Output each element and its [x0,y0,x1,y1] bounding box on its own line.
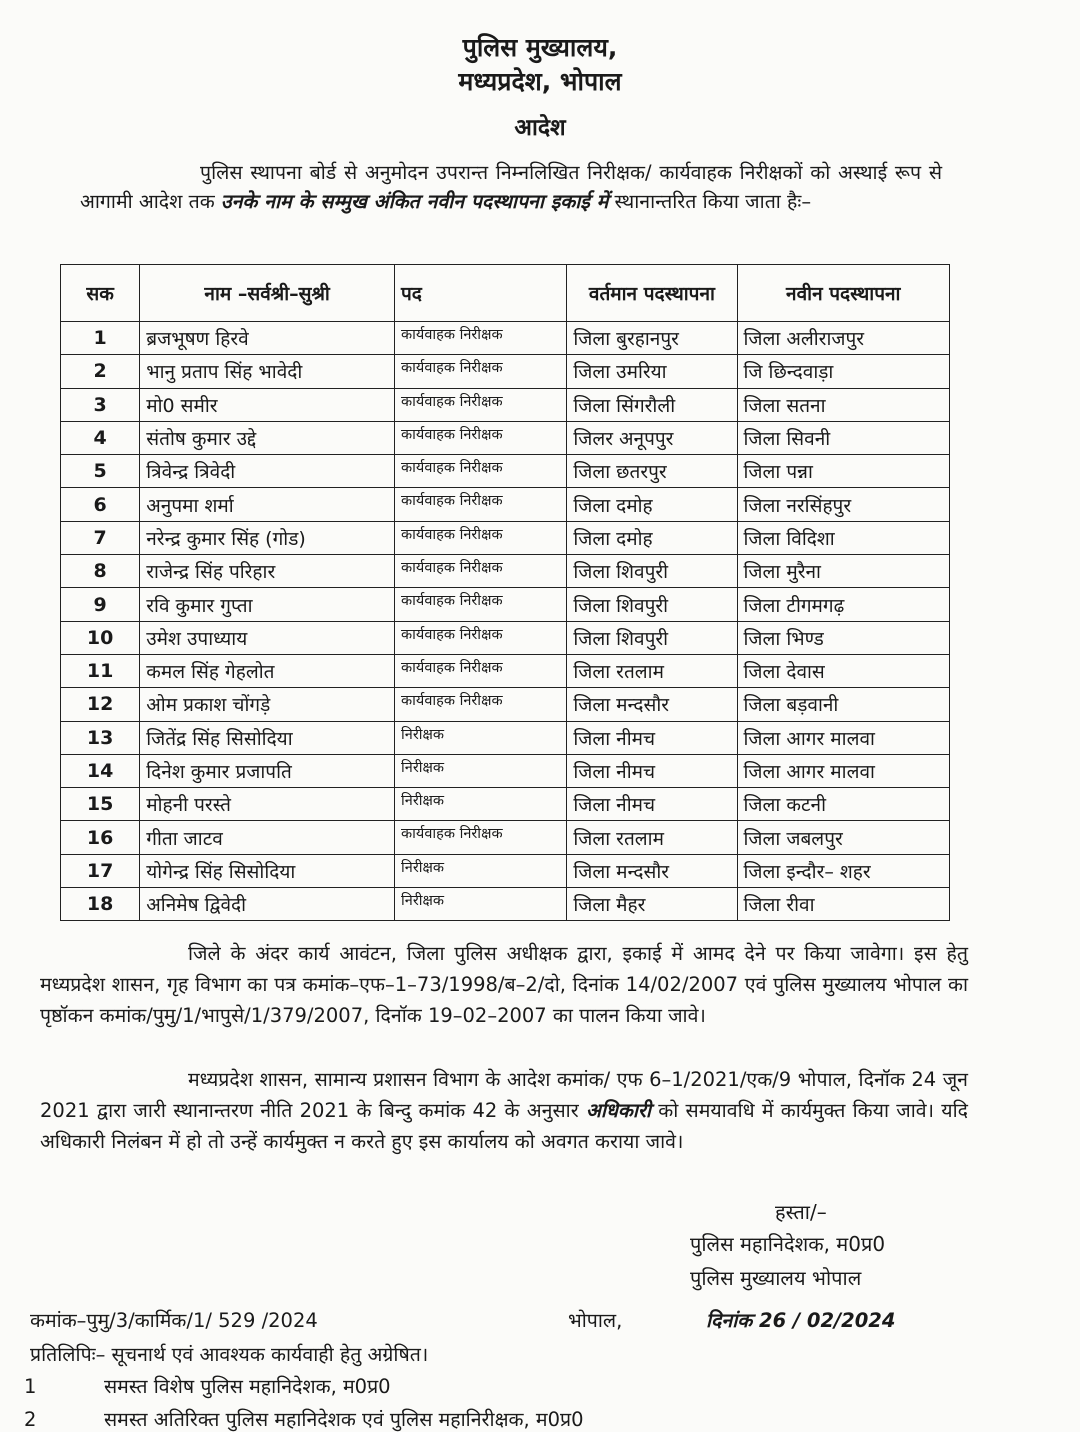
current-posting-cell: जिला शिवपुरी [567,588,737,621]
new-posting-cell: जिला विदिशा [737,521,950,554]
name-cell: मो0 समीर [140,388,395,421]
serial-cell: 3 [61,388,140,421]
office-location: मध्यप्रदेश, भोपाल [458,67,622,96]
name-cell: अनुपमा शर्मा [140,488,395,521]
table-row [61,654,950,687]
serial-cell: 8 [61,555,140,588]
new-posting-cell: जि छिन्दवाड़ा [737,355,950,388]
table-row [61,355,950,388]
paragraph-allocation-text: जिले के अंदर कार्य आवंटन, जिला पुलिस अधीक्षक द्वारा, इकाई में आमद देने पर किया जावेगा। इस हेतु मध्यप्रदेश शासन, गृह विभाग का पत्र कमांक–एफ–1–73/1998/ब–2/दो, दिनांक 14/02/2007 एवं पुलिस मुख्यालय भोपाल का पृष्ठॉकन कमांक/पुमु/1/भापुसे/1/379/2007, दिनॉक 19–02–2007 का पालन किया जावे। [40,942,968,1027]
name-cell: अनिमेष द्विवेदी [140,888,395,921]
current-posting-cell: जिला शिवपुरी [567,555,737,588]
table-row [61,754,950,787]
paragraph-relieving-text: मध्यप्रदेश शासन, सामान्य प्रशासन विभाग के आदेश कमांक/ एफ 6–1/2021/एक/9 भोपाल, दिनॉक 24 जून 2021 द्वारा जारी स्थानान्तरण नीति 2021 के बिन्दु कमांक 42 के अनुसार [40,1068,968,1122]
post-cell: निरीक्षक [395,788,567,821]
paragraph-allocation [40,938,968,1031]
current-posting-cell: जिला दमोह [567,488,737,521]
table-row [61,621,950,654]
new-posting-cell: जिला पन्ना [737,455,950,488]
current-posting-cell: जिला नीमच [567,721,737,754]
serial-cell: 7 [61,521,140,554]
new-posting-cell: जिला टीगमगढ़ [737,588,950,621]
current-posting-cell: जिला नीमच [567,754,737,787]
post-cell: कार्यवाहक निरीक्षक [395,421,567,454]
post-cell: कार्यवाहक निरीक्षक [395,388,567,421]
new-posting-cell: जिला सतना [737,388,950,421]
post-cell: कार्यवाहक निरीक्षक [395,322,567,355]
serial-cell: 4 [61,421,140,454]
current-posting-cell: जिला शिवपुरी [567,621,737,654]
serial-cell: 15 [61,788,140,821]
serial-cell: 11 [61,654,140,687]
paragraph-relieving [40,1064,968,1157]
paragraph-relieving-tail: को समयावधि में कार्यमुक्त किया जावे। यदि अधिकारी निलंबन में हो तो उन्हें कार्यमुक्त न करते हुए इस कार्यालय को अवगत कराया जावे। [40,1099,968,1153]
transfer-table [60,264,950,921]
post-cell: कार्यवाहक निरीक्षक [395,521,567,554]
table-row [61,788,950,821]
table-row [61,322,950,355]
name-cell: नरेन्द्र कुमार सिंह (गोड) [140,521,395,554]
table-row [61,421,950,454]
table-row [61,455,950,488]
serial-cell: 13 [61,721,140,754]
header-new-posting: नवीन पदस्थापना [737,265,950,322]
name-cell: भानु प्रताप सिंह भावेदी [140,355,395,388]
post-cell: कार्यवाहक निरीक्षक [395,821,567,854]
current-posting-cell: जिला मैहर [567,888,737,921]
reference-city: भोपाल, [568,1309,623,1332]
name-cell: रवि कुमार गुप्ता [140,588,395,621]
signatory-designation: पुलिस महानिदेशक, म0प्र0 [690,1232,886,1256]
current-posting-cell: जिला मन्दसौर [567,688,737,721]
serial-cell: 6 [61,488,140,521]
name-cell: उमेश उपाध्याय [140,621,395,654]
distribution-number: 2 [24,1408,37,1431]
current-posting-cell: जिला दमोह [567,521,737,554]
current-posting-cell: जिला सिंगरौली [567,388,737,421]
serial-cell: 14 [61,754,140,787]
table-row [61,721,950,754]
new-posting-cell: जिला भिण्ड [737,621,950,654]
table-header-row [61,265,950,322]
name-cell: त्रिवेन्द्र त्रिवेदी [140,455,395,488]
intro-emphasis: उनके नाम के सम्मुख अंकित नवीन पदस्थापना इकाई में [220,190,609,213]
document-title: आदेश [514,115,566,141]
current-posting-cell: जिलर अनूपपुर [567,421,737,454]
name-cell: गीता जाटव [140,821,395,854]
post-cell: निरीक्षक [395,754,567,787]
intro-tail: स्थानान्तरित किया जाता हैः– [614,190,812,213]
current-posting-cell: जिला उमरिया [567,355,737,388]
name-cell: ब्रजभूषण हिरवे [140,322,395,355]
serial-cell: 12 [61,688,140,721]
current-posting-cell: जिला रतलाम [567,821,737,854]
post-cell: कार्यवाहक निरीक्षक [395,455,567,488]
current-posting-cell: जिला मन्दसौर [567,854,737,887]
office-name: पुलिस मुख्यालय, [462,33,618,62]
header-name: नाम –सर्वश्री–सुश्री [140,265,395,322]
new-posting-cell: जिला आगर मालवा [737,754,950,787]
new-posting-cell: जिला बड़वानी [737,688,950,721]
name-cell: योगेन्द्र सिंह सिसोदिया [140,854,395,887]
table-row [61,521,950,554]
distribution-text: समस्त विशेष पुलिस महानिदेशक, म0प्र0 [104,1375,391,1398]
current-posting-cell: जिला छतरपुर [567,455,737,488]
intro-text: पुलिस स्थापना बोर्ड से अनुमोदन उपरान्त निम्नलिखित निरीक्षक/ कार्यवाहक निरीक्षकों को अस्थाई रूप से आगामी आदेश तक [80,161,942,213]
name-cell: जितेंद्र सिंह सिसोदिया [140,721,395,754]
serial-cell: 10 [61,621,140,654]
copy-to-label: प्रतिलिपिः– सूचनार्थ एवं आवश्यक कार्यवाही हेतु अग्रेषित। [30,1343,429,1366]
table-row [61,588,950,621]
current-posting-cell: जिला नीमच [567,788,737,821]
distribution-number: 1 [24,1375,37,1398]
signatory-office: पुलिस मुख्यालय भोपाल [690,1266,862,1290]
reference-number: कमांक–पुमु/3/कार्मिक/1/ 529 /2024 [30,1309,318,1332]
new-posting-cell: जिला कटनी [737,788,950,821]
serial-cell: 9 [61,588,140,621]
distribution-item [24,1372,391,1399]
serial-cell: 5 [61,455,140,488]
name-cell: राजेन्द्र सिंह परिहार [140,555,395,588]
post-cell: निरीक्षक [395,721,567,754]
distribution-text: समस्त अतिरिक्त पुलिस महानिदेशक एवं पुलिस महानिरीक्षक, म0प्र0 [104,1408,584,1431]
new-posting-cell: जिला जबलपुर [737,821,950,854]
post-cell: कार्यवाहक निरीक्षक [395,488,567,521]
serial-cell: 16 [61,821,140,854]
new-posting-cell: जिला देवास [737,654,950,687]
new-posting-cell: जिला इन्दौर– शहर [737,854,950,887]
table-row [61,854,950,887]
post-cell: निरीक्षक [395,888,567,921]
current-posting-cell: जिला बुरहानपुर [567,322,737,355]
serial-cell: 2 [61,355,140,388]
post-cell: कार्यवाहक निरीक्षक [395,654,567,687]
paragraph-relieving-emphasis: अधिकारी [585,1099,651,1122]
new-posting-cell: जिला अलीराजपुर [737,322,950,355]
reference-date: दिनांक 26 / 02/2024 [706,1309,896,1332]
name-cell: दिनेश कुमार प्रजापति [140,754,395,787]
post-cell: कार्यवाहक निरीक्षक [395,588,567,621]
header-post: पद [395,265,567,322]
new-posting-cell: जिला नरसिंहपुर [737,488,950,521]
serial-cell: 1 [61,322,140,355]
name-cell: कमल सिंह गेहलोत [140,654,395,687]
post-cell: कार्यवाहक निरीक्षक [395,621,567,654]
new-posting-cell: जिला मुरैना [737,555,950,588]
serial-cell: 18 [61,888,140,921]
serial-cell: 17 [61,854,140,887]
header-current-posting: वर्तमान पदस्थापना [567,265,737,322]
post-cell: कार्यवाहक निरीक्षक [395,355,567,388]
current-posting-cell: जिला रतलाम [567,654,737,687]
name-cell: मोहनी परस्ते [140,788,395,821]
table-row [61,388,950,421]
name-cell: संतोष कुमार उद्दे [140,421,395,454]
intro-paragraph [80,158,942,216]
name-cell: ओम प्रकाश चोंगड़े [140,688,395,721]
table-row [61,555,950,588]
new-posting-cell: जिला रीवा [737,888,950,921]
new-posting-cell: जिला आगर मालवा [737,721,950,754]
table-body [61,322,950,921]
table-row [61,488,950,521]
post-cell: कार्यवाहक निरीक्षक [395,555,567,588]
distribution-item [24,1405,584,1432]
signature-mark: हस्ता/– [775,1200,827,1224]
table-row [61,888,950,921]
header-serial: सक [61,265,140,322]
table-row [61,821,950,854]
new-posting-cell: जिला सिवनी [737,421,950,454]
post-cell: कार्यवाहक निरीक्षक [395,688,567,721]
post-cell: निरीक्षक [395,854,567,887]
table-row [61,688,950,721]
